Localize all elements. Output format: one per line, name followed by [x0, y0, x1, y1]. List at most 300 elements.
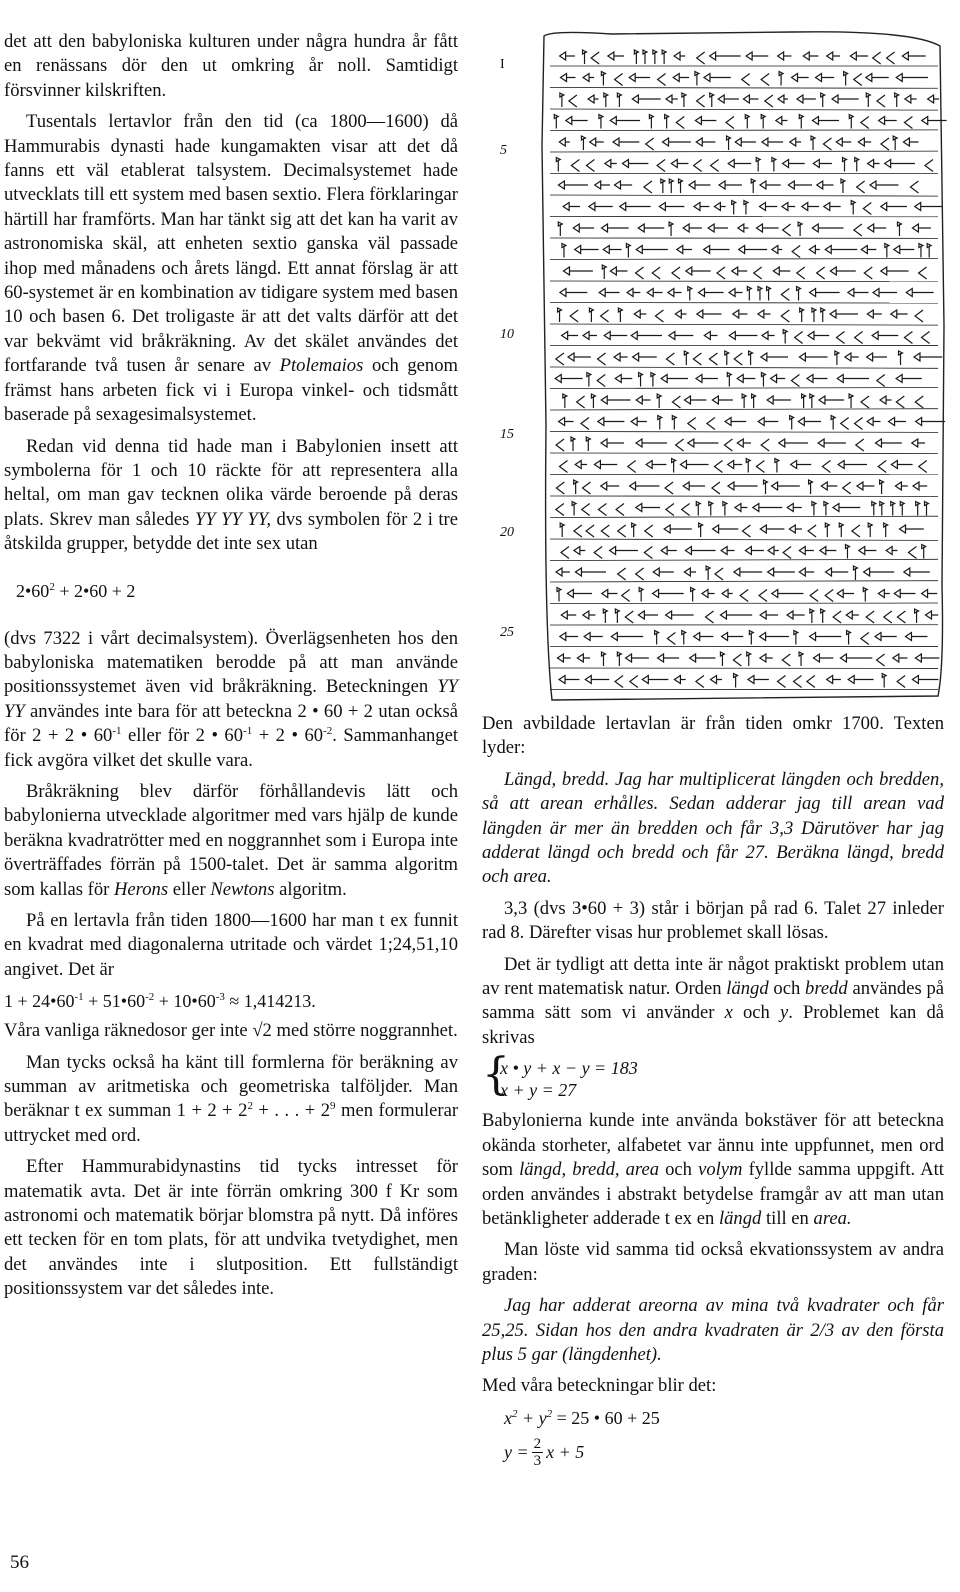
cuneiform-wedge [614, 181, 632, 189]
cuneiform-wedge [772, 246, 782, 254]
cuneiform-wedge [603, 609, 607, 623]
cuneiform-wedge [756, 158, 760, 172]
paragraph: Det är tydligt att detta inte är något praktiskt problem utan av rent matematisk natur. Orden längd och bredd användes på samma sätt som vi använder x och y. Problemet kan då skrivas [482, 953, 944, 1048]
cuneiform-wedge [891, 502, 895, 516]
cuneiform-wedge [833, 611, 841, 623]
cuneiform-wedge [555, 375, 582, 383]
cuneiform-wedge [835, 351, 839, 365]
cuneiform-wedge [597, 375, 605, 387]
cuneiform-wedge [704, 74, 731, 82]
equation: y = $\frac{2}{3}$ x + 5 [504, 1435, 585, 1469]
cuneiform-wedge [760, 181, 781, 189]
cuneiform-wedge [896, 74, 928, 82]
cuneiform-wedge [732, 201, 736, 215]
cuneiform-wedge [562, 244, 566, 258]
cuneiform-wedge [663, 138, 691, 146]
cuneiform-wedge [905, 95, 917, 103]
right-column [482, 712, 944, 1469]
cuneiform-wedge [636, 504, 660, 512]
cuneiform-wedge [691, 588, 695, 602]
cuneiform-wedge [841, 179, 845, 193]
cuneiform-wedge [843, 158, 847, 172]
cuneiform-wedge [697, 95, 705, 107]
cuneiform-wedge [861, 246, 876, 254]
page-number: 56 [10, 1552, 29, 1573]
cuneiform-wedge [658, 74, 666, 86]
cuneiform-wedge [734, 568, 762, 576]
cuneiform-wedge [556, 482, 564, 494]
cuneiform-wedge [825, 246, 857, 254]
cuneiform-wedge [754, 267, 762, 279]
cuneiform-wedge [569, 95, 577, 107]
cuneiform-wedge [710, 52, 741, 60]
cuneiform-wedge [664, 525, 692, 533]
cuneiform-wedge [728, 461, 743, 469]
cuneiform-wedge [821, 609, 825, 623]
cuneiform-wedge [825, 590, 833, 602]
tablet-line-number: 25 [500, 625, 514, 640]
cuneiform-wedge [856, 439, 864, 451]
cuneiform-wedge [720, 611, 752, 619]
cuneiform-wedge [904, 117, 912, 129]
cuneiform-wedge [639, 373, 643, 387]
cuneiform-wedge [659, 203, 684, 211]
cuneiform-wedge [855, 418, 863, 430]
cuneiform-wedge [682, 631, 686, 645]
emphasis: Ptolemaios [279, 355, 364, 377]
cuneiform-wedge [895, 93, 899, 107]
cuneiform-wedge [846, 611, 859, 619]
cuneiform-wedge [790, 416, 794, 430]
cuneiform-wedge [697, 310, 722, 318]
cuneiform-wedge [734, 353, 742, 365]
cuneiform-wedge [626, 244, 630, 258]
cuneiform-wedge [698, 289, 723, 297]
cuneiform-wedge [586, 437, 590, 451]
cuneiform-wedge [863, 203, 871, 215]
cuneiform-wedge [634, 310, 646, 318]
cuneiform-wedge [627, 289, 640, 297]
cuneiform-wedge [737, 375, 755, 383]
cuneiform-wedge [710, 93, 714, 107]
paragraph: Med våra beteckningar blir det: [482, 1375, 717, 1397]
paragraph: På en lertavla från tiden 1800—1600 har man t ex funnit en kvadrat med diagonalerna utritade och värdet 1;24,51,10 angivet. Det är [4, 910, 458, 980]
cuneiform-wedge [715, 568, 723, 580]
cuneiform-wedge [792, 246, 800, 258]
cuneiform-wedge [598, 418, 625, 426]
cuneiform-wedge [684, 568, 696, 576]
cuneiform-wedge [745, 115, 749, 129]
cuneiform-wedge [570, 310, 578, 322]
cuneiform-wedge [760, 525, 784, 533]
cuneiform-wedge [915, 609, 919, 623]
cuneiform-wedge [759, 590, 767, 602]
cuneiform-wedge [857, 181, 865, 193]
cuneiform-wedge [877, 654, 885, 666]
cuneiform-wedge [772, 482, 800, 490]
cuneiform-wedge [599, 115, 603, 129]
cuneiform-wedge [658, 654, 680, 662]
cuneiform-wedge [811, 136, 815, 150]
cuneiform-wedge [563, 203, 580, 211]
cuneiform-wedge [905, 633, 927, 641]
cuneiform-wedge [669, 222, 673, 236]
cuneiform-wedge [880, 396, 891, 404]
cuneiform-wedge [797, 267, 805, 279]
cuneiform-wedge [620, 203, 651, 211]
tablet-line-number: I [500, 57, 505, 72]
cuneiform-wedge [591, 394, 595, 408]
cuneiform-wedge [583, 74, 594, 82]
cuneiform-wedge [866, 611, 874, 623]
cuneiform-wedge [630, 482, 660, 490]
cuneiform-wedge [798, 418, 821, 426]
cuneiform-wedge [767, 396, 791, 404]
cuneiform-wedge [735, 504, 747, 512]
cuneiform-wedge [790, 138, 801, 146]
cuneiform-wedge [904, 568, 930, 576]
cuneiform-wedge [808, 525, 816, 537]
cuneiform-wedge [729, 332, 757, 340]
cuneiform-wedge [864, 568, 895, 576]
cuneiform-wedge [878, 590, 889, 598]
cuneiform-wedge [718, 95, 739, 103]
cuneiform-wedge [893, 654, 908, 662]
cuneiform-wedge [762, 138, 783, 146]
cuneiform-wedge [677, 246, 692, 254]
cuneiform-wedge [807, 676, 815, 688]
tablet-line-number: 5 [500, 143, 507, 158]
cuneiform-wedge [601, 439, 624, 447]
cuneiform-wedge [845, 353, 859, 361]
cuneiform-wedge [782, 203, 795, 211]
cuneiform-wedge [690, 654, 716, 662]
cuneiform-wedge [810, 394, 814, 408]
fraction: $\frac{2}{3}$ [533, 1435, 542, 1469]
cuneiform-wedge [821, 482, 837, 490]
cuneiform-wedge [636, 568, 644, 580]
cuneiform-wedge [791, 461, 812, 469]
cuneiform-wedge [673, 74, 689, 82]
cuneiform-wedge [866, 74, 889, 82]
cuneiform-wedge [758, 310, 771, 318]
cuneiform-wedge [645, 525, 653, 537]
formula: $2•60^2$ + 2•60 + 2 [16, 580, 136, 601]
cuneiform-wedge [636, 267, 644, 279]
cuneiform-wedge [833, 504, 860, 512]
cuneiform-wedge [615, 375, 632, 383]
cuneiform-wedge [595, 181, 610, 189]
cuneiform-wedge [857, 482, 874, 490]
cuneiform-wedge [773, 267, 790, 275]
cuneiform-wedge [665, 115, 669, 129]
cuneiform-wedge [916, 418, 945, 426]
cuneiform-wedge [791, 375, 799, 387]
cuneiform-wedge [794, 676, 802, 688]
cuneiform-wedge [559, 676, 579, 684]
cuneiform-wedge [588, 95, 599, 103]
cuneiform-wedge [799, 568, 814, 576]
cuneiform-wedge [721, 547, 734, 555]
cuneiform-wedge [617, 652, 621, 666]
cuneiform-wedge [928, 95, 940, 103]
cuneiform-wedge [617, 93, 621, 107]
emphasis: YY YY YY, [194, 508, 271, 530]
cuneiform-wedge [682, 504, 690, 516]
cuneiform-wedge [778, 52, 792, 60]
cuneiform-wedge [695, 72, 699, 86]
cuneiform-wedge [618, 308, 622, 322]
cuneiform-wedge [761, 439, 769, 451]
cuneiform-wedge [837, 590, 854, 598]
paragraph: Redan vid denna tid hade man i Babylonien insett att symbolerna för 1 och 10 räckte för att representera alla heltal, om man gav tecknen olika värde beroende på deras plats. Skrev man således YY YY YY, dvs symbolen för 2 i tre åtskilda grupper, betydde det inte sex utan [4, 435, 459, 555]
cuneiform-wedge [669, 179, 673, 193]
cuneiform-wedge [554, 115, 558, 129]
cuneiform-wedge [821, 93, 825, 107]
cuneiform-wedge [666, 611, 694, 619]
cuneiform-wedge [849, 115, 853, 129]
cuneiform-wedge [611, 633, 643, 641]
cuneiform-wedge [743, 95, 758, 103]
cuneiform-wedge [863, 588, 867, 602]
cuneiform-wedge [594, 547, 602, 559]
cuneiform-tablet-figure [492, 26, 950, 706]
cuneiform-wedge [854, 224, 862, 236]
cuneiform-wedge [694, 633, 714, 641]
cuneiform-wedge [713, 525, 739, 533]
cuneiform-wedge [610, 267, 627, 275]
cuneiform-wedge [908, 547, 916, 559]
cuneiform-wedge [768, 547, 779, 555]
cuneiform-wedge [740, 590, 748, 602]
cuneiform-wedge [562, 332, 578, 340]
cuneiform-wedge [722, 633, 744, 641]
cuneiform-wedge [574, 525, 582, 537]
cuneiform-wedge [558, 308, 562, 322]
cuneiform-wedge [800, 308, 804, 322]
cuneiform-wedge [844, 72, 848, 86]
cuneiform-wedge [781, 310, 789, 322]
cuneiform-wedge [672, 416, 676, 430]
cuneiform-wedge [902, 52, 925, 60]
cuneiform-wedge [558, 222, 562, 236]
paragraph: Tusentals lertavlor från den tid (ca 1800—1600) då Hammurabis dynasti hade kungamakten visar att det då fanns ett väl etablerat talsystem. Decimalsystemet hade utvecklats till ett system med basen sextio. Flera förklaringar härtill har framförts. Man har tänkt sig att det kan ha varit av astronomiska skäl, att enheten sextio ganska väl passade ihop med månadens och årets längd. Ett annat förslag är att 60-systemet är en kombination av tidigare system med basen 10 och basen 6. Det troligaste är att det valts därför att det var bekvämt vid bråkräkning. Av det skälet användes det fortfarande två tusen år senare av Ptolemaios och genom främst hans arbeten fick vi i Europa vinkel- och tidsmått baserade på sexagesimalsystemet. [4, 111, 458, 426]
cuneiform-wedge [915, 310, 923, 322]
cuneiform-wedge [799, 652, 803, 666]
tablet-translation: Längd, bredd. Jag har multiplicerat längden och bredden, så att arean erhålles. Sedan adderar jag till arean vad längden är mer än bredden och får 3,3 Därutöver har jag adderat längd och bredd och får 27. Beräkna längd, bredd och area. [482, 768, 944, 888]
cuneiform-wedge [604, 93, 608, 107]
cuneiform-wedge [572, 502, 576, 516]
equation-line: x • y + x − y = 183 [500, 1058, 638, 1079]
cuneiform-wedge [749, 351, 753, 365]
cuneiform-wedge [684, 351, 688, 365]
cuneiform-wedge [725, 351, 729, 365]
cuneiform-wedge [822, 461, 830, 473]
cuneiform-wedge [583, 50, 587, 64]
cuneiform-wedge [885, 160, 915, 168]
cuneiform-wedge [839, 523, 843, 537]
tablet-quote: Jag har adderat areorna av mina två kvadrater och får 25,25. Sidan hos den andra kvadraten är 2/3 av den första plus 5 gar (längdenhet). [482, 1295, 944, 1365]
cuneiform-wedge [722, 590, 733, 598]
cuneiform-wedge [877, 95, 885, 107]
paragraph: Man tycks också ha känt till formlerna för beräkning av summan av aritmetiska och geometriska talföljder. Man beräknar t ex summan $1 + 2 + 2^2$ + . . . + $2^9$ men formulerar uttrycket med ord. [4, 1051, 459, 1146]
cuneiform-wedge [727, 373, 731, 387]
cuneiform-wedge [820, 547, 837, 555]
cuneiform-wedge [803, 52, 818, 60]
cuneiform-wedge [605, 160, 617, 168]
cuneiform-wedge [575, 461, 587, 469]
cuneiform-wedge [843, 482, 851, 494]
cuneiform-wedge [682, 93, 686, 107]
cuneiform-wedge [583, 332, 597, 340]
cuneiform-wedge [817, 267, 825, 279]
cuneiform-wedge [646, 461, 666, 469]
cuneiform-wedge [831, 416, 835, 430]
cuneiform-wedge [840, 654, 872, 662]
cuneiform-wedge [625, 611, 633, 623]
cuneiform-wedge [694, 160, 702, 172]
cuneiform-wedge [753, 504, 782, 512]
cuneiform-wedge [636, 246, 668, 254]
cuneiform-wedge [602, 265, 606, 279]
cuneiform-wedge [602, 224, 629, 232]
cuneiform-wedge [922, 332, 930, 344]
cuneiform-wedge [676, 439, 684, 451]
cuneiform-wedge [688, 287, 692, 301]
cuneiform-wedge [739, 246, 768, 254]
paragraph: Våra vanliga räknedosor ger inte √2 med större noggrannhet. [4, 1020, 458, 1042]
cuneiform-wedge [894, 590, 915, 598]
cuneiform-wedge [712, 482, 720, 494]
cuneiform-wedge [913, 482, 927, 490]
cuneiform-wedge [771, 375, 786, 383]
cuneiform-wedge [686, 267, 711, 275]
cuneiform-wedge [632, 95, 660, 103]
cuneiform-wedge [561, 611, 576, 619]
cuneiform-wedge [897, 611, 905, 623]
cuneiform-wedge [798, 222, 802, 236]
cuneiform-wedge [598, 353, 606, 365]
cuneiform-wedge [854, 74, 862, 86]
cuneiform-wedge [666, 353, 674, 365]
cuneiform-wedge [599, 289, 619, 297]
cuneiform-wedge [655, 310, 663, 322]
cuneiform-wedge [885, 244, 889, 258]
cuneiform-wedge [642, 676, 668, 684]
cuneiform-wedge [894, 246, 914, 254]
cuneiform-wedge [870, 181, 899, 189]
cuneiform-wedge [711, 676, 722, 684]
cuneiform-wedge [891, 310, 908, 318]
equation-system [482, 1049, 944, 1101]
cuneiform-wedge [916, 502, 920, 516]
cuneiform-wedge [794, 631, 798, 645]
cuneiform-wedge [823, 138, 831, 150]
cuneiform-wedge [662, 50, 666, 64]
cuneiform-wedge [830, 267, 855, 275]
cuneiform-wedge [868, 160, 880, 168]
cuneiform-wedge [561, 547, 569, 559]
cuneiform-wedge [651, 373, 655, 387]
cuneiform-wedge [661, 375, 688, 383]
cuneiform-wedge [696, 676, 704, 688]
cuneiform-wedge [809, 480, 813, 494]
cuneiform-wedge [575, 246, 599, 254]
cuneiform-wedge [655, 631, 659, 645]
cuneiform-wedge [761, 373, 765, 387]
cuneiform-wedge [783, 224, 791, 236]
cuneiform-wedge [848, 676, 873, 684]
cuneiform-wedge [622, 160, 648, 168]
cuneiform-wedge [661, 179, 665, 193]
cuneiform-wedge [781, 289, 789, 301]
cuneiform-wedge [819, 396, 844, 404]
cuneiform-wedge [756, 461, 764, 473]
cuneiform-wedge [615, 676, 623, 688]
cuneiform-wedge [867, 418, 880, 426]
cuneiform-wedge [761, 353, 788, 361]
cuneiform-wedge [649, 115, 653, 129]
cuneiform-wedge [797, 95, 816, 103]
cuneiform-wedge [674, 676, 685, 684]
cuneiform-wedge [732, 267, 747, 275]
cuneiform-wedge [644, 547, 652, 559]
cuneiform-wedge [903, 138, 918, 146]
cuneiform-wedge [872, 502, 876, 516]
cuneiform-wedge [877, 375, 885, 387]
cuneiform-wedge [680, 461, 708, 469]
cuneiform-wedge [787, 611, 805, 619]
cuneiform-wedge [847, 631, 851, 645]
cuneiform-wedge [707, 418, 715, 430]
cuneiform-wedge [634, 50, 638, 64]
cuneiform-wedge [852, 525, 860, 537]
cuneiform-wedge [556, 504, 564, 516]
cuneiform-wedge [653, 50, 657, 64]
cuneiform-wedge [925, 611, 938, 619]
cuneiform-wedge [850, 52, 868, 60]
cuneiform-wedge [717, 267, 725, 279]
cuneiform-wedge [851, 201, 855, 215]
cuneiform-wedge [636, 396, 650, 404]
cuneiform-wedge [590, 138, 604, 146]
cuneiform-wedge [808, 332, 829, 340]
cuneiform-wedge [560, 633, 578, 641]
cuneiform-wedge [737, 439, 751, 447]
cuneiform-wedge [719, 181, 742, 189]
cuneiform-wedge [556, 568, 570, 576]
cuneiform-wedge [873, 52, 881, 64]
cuneiform-wedge [861, 633, 869, 645]
cuneiform-wedge [563, 267, 592, 275]
cuneiform-wedge [777, 676, 785, 688]
cuneiform-wedge [746, 459, 750, 473]
cuneiform-wedge [812, 308, 816, 322]
cuneiform-wedge [922, 545, 926, 559]
cuneiform-wedge [875, 633, 897, 641]
cuneiform-wedge [867, 310, 881, 318]
cuneiform-wedge [556, 158, 560, 172]
cuneiform-wedge [795, 332, 803, 344]
cuneiform-wedge [695, 117, 716, 125]
cuneiform-wedge [880, 502, 884, 516]
cuneiform-wedge [760, 633, 789, 641]
cuneiform-wedge [812, 502, 816, 516]
equation-line: x + y = 27 [500, 1080, 577, 1101]
cuneiform-wedge [699, 523, 703, 537]
cuneiform-wedge [867, 353, 887, 361]
cuneiform-wedge [832, 95, 859, 103]
